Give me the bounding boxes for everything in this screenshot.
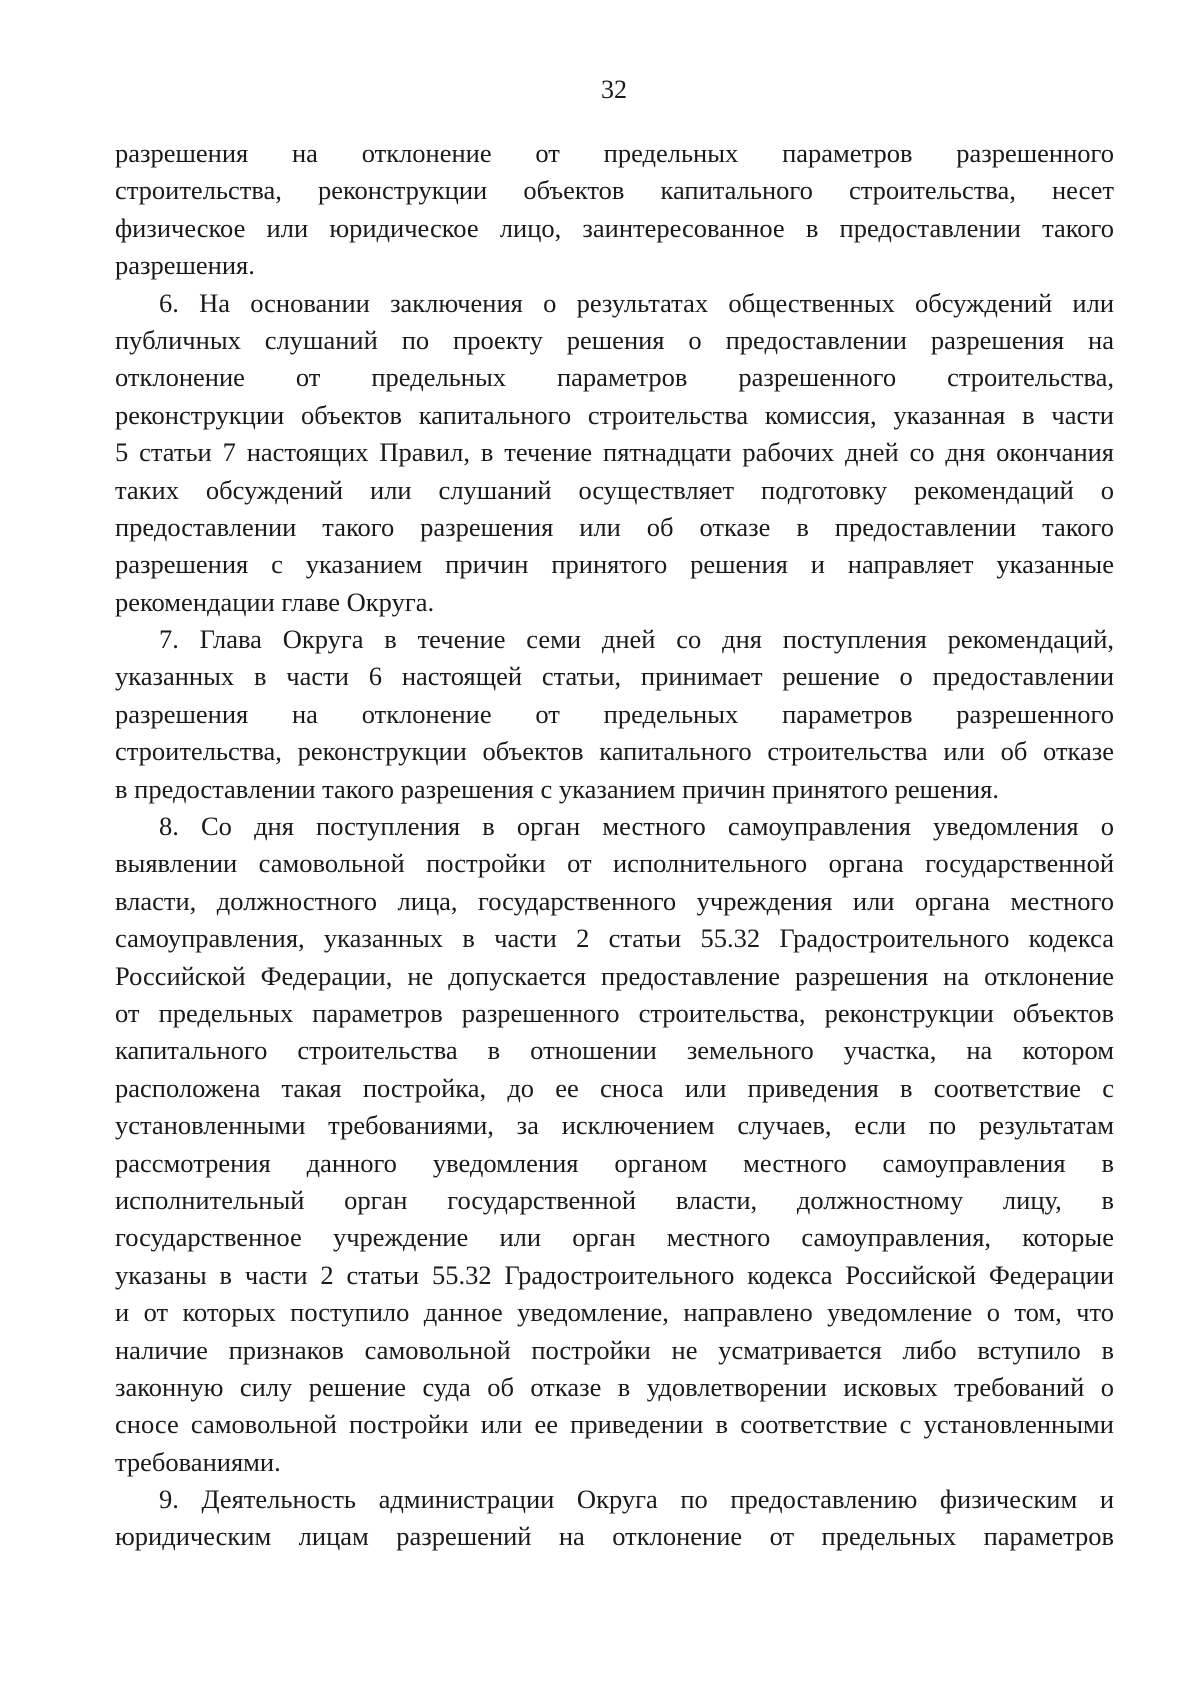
text-line: разрешения на отклонение от предельных параметров разрешенного [115,698,1114,729]
document-body [115,135,1114,1556]
text-line: от предельных параметров разрешенного строительства, реконструкции объектов [115,997,1114,1028]
text-line: 8. Со дня поступления в орган местного самоуправления уведомления о [159,811,1114,842]
text-line: 7. Глава Округа в течение семи дней со дня поступления рекомендаций, [159,624,1114,655]
page-number: 32 [601,75,627,104]
text-line: сносе самовольной постройки или ее приведении в соответствие с установленными [115,1409,1114,1440]
text-line: юридическим лицам разрешений на отклонение от предельных параметров [115,1521,1114,1552]
text-line: исполнительный орган государственной власти, должностному лицу, в [115,1184,1114,1215]
text-line: государственное учреждение или орган местного самоуправления, которые [115,1222,1114,1253]
text-line: рекомендации главе Округа. [115,586,435,617]
text-line: законную силу решение суда об отказе в удовлетворении исковых требований о [115,1371,1114,1402]
text-line: разрешения с указанием причин принятого решения и направляет указанные [115,549,1114,580]
text-line: указаны в части 2 статьи 55.32 Градостроительного кодекса Российской Федерации [115,1259,1114,1290]
text-line: 9. Деятельность администрации Округа по предоставлению физическим и [159,1484,1114,1515]
text-line: указанных в части 6 настоящей статьи, принимает решение о предоставлении [115,661,1114,692]
text-line: выявлении самовольной постройки от исполнительного органа государственной [115,848,1114,879]
text-line: Российской Федерации, не допускается предоставление разрешения на отклонение [115,960,1114,991]
text-line: самоуправления, указанных в части 2 статьи 55.32 Градостроительного кодекса [115,923,1114,954]
text-line: физическое или юридическое лицо, заинтересованное в предоставлении такого [115,212,1114,243]
text-line: капитального строительства в отношении земельного участка, на котором [115,1035,1114,1066]
text-line: и от которых поступило данное уведомление, направлено уведомление о том, что [115,1297,1114,1328]
text-line: строительства, реконструкции объектов капитального строительства, несет [115,175,1114,206]
text-line: требованиями. [115,1446,281,1477]
text-line: расположена такая постройка, до ее сноса или приведения в соответствие с [115,1072,1114,1103]
text-line: публичных слушаний по проекту решения о предоставлении разрешения на [115,324,1114,355]
text-line: 6. На основании заключения о результатах общественных обсуждений или [159,287,1114,318]
text-line: в предоставлении такого разрешения с указанием причин принятого решения. [115,773,999,804]
text-line: предоставлении такого разрешения или об отказе в предоставлении такого [115,511,1114,542]
text-line: разрешения. [115,250,255,281]
text-line: установленными требованиями, за исключением случаев, если по результатам [115,1110,1114,1141]
text-line: таких обсуждений или слушаний осуществляет подготовку рекомендаций о [115,474,1114,505]
text-line: реконструкции объектов капитального строительства комиссия, указанная в части [115,399,1114,430]
text-line: власти, должностного лица, государственного учреждения или органа местного [115,885,1114,916]
text-line: 5 статьи 7 настоящих Правил, в течение пятнадцати рабочих дней со дня окончания [115,437,1114,468]
text-line: разрешения на отклонение от предельных параметров разрешенного [115,138,1114,168]
text-line: отклонение от предельных параметров разрешенного строительства, [115,362,1114,393]
text-line: наличие признаков самовольной постройки не усматривается либо вступило в [115,1334,1114,1365]
text-line: строительства, реконструкции объектов капитального строительства или об отказе [115,736,1114,767]
text-line: рассмотрения данного уведомления органом местного самоуправления в [115,1147,1114,1178]
